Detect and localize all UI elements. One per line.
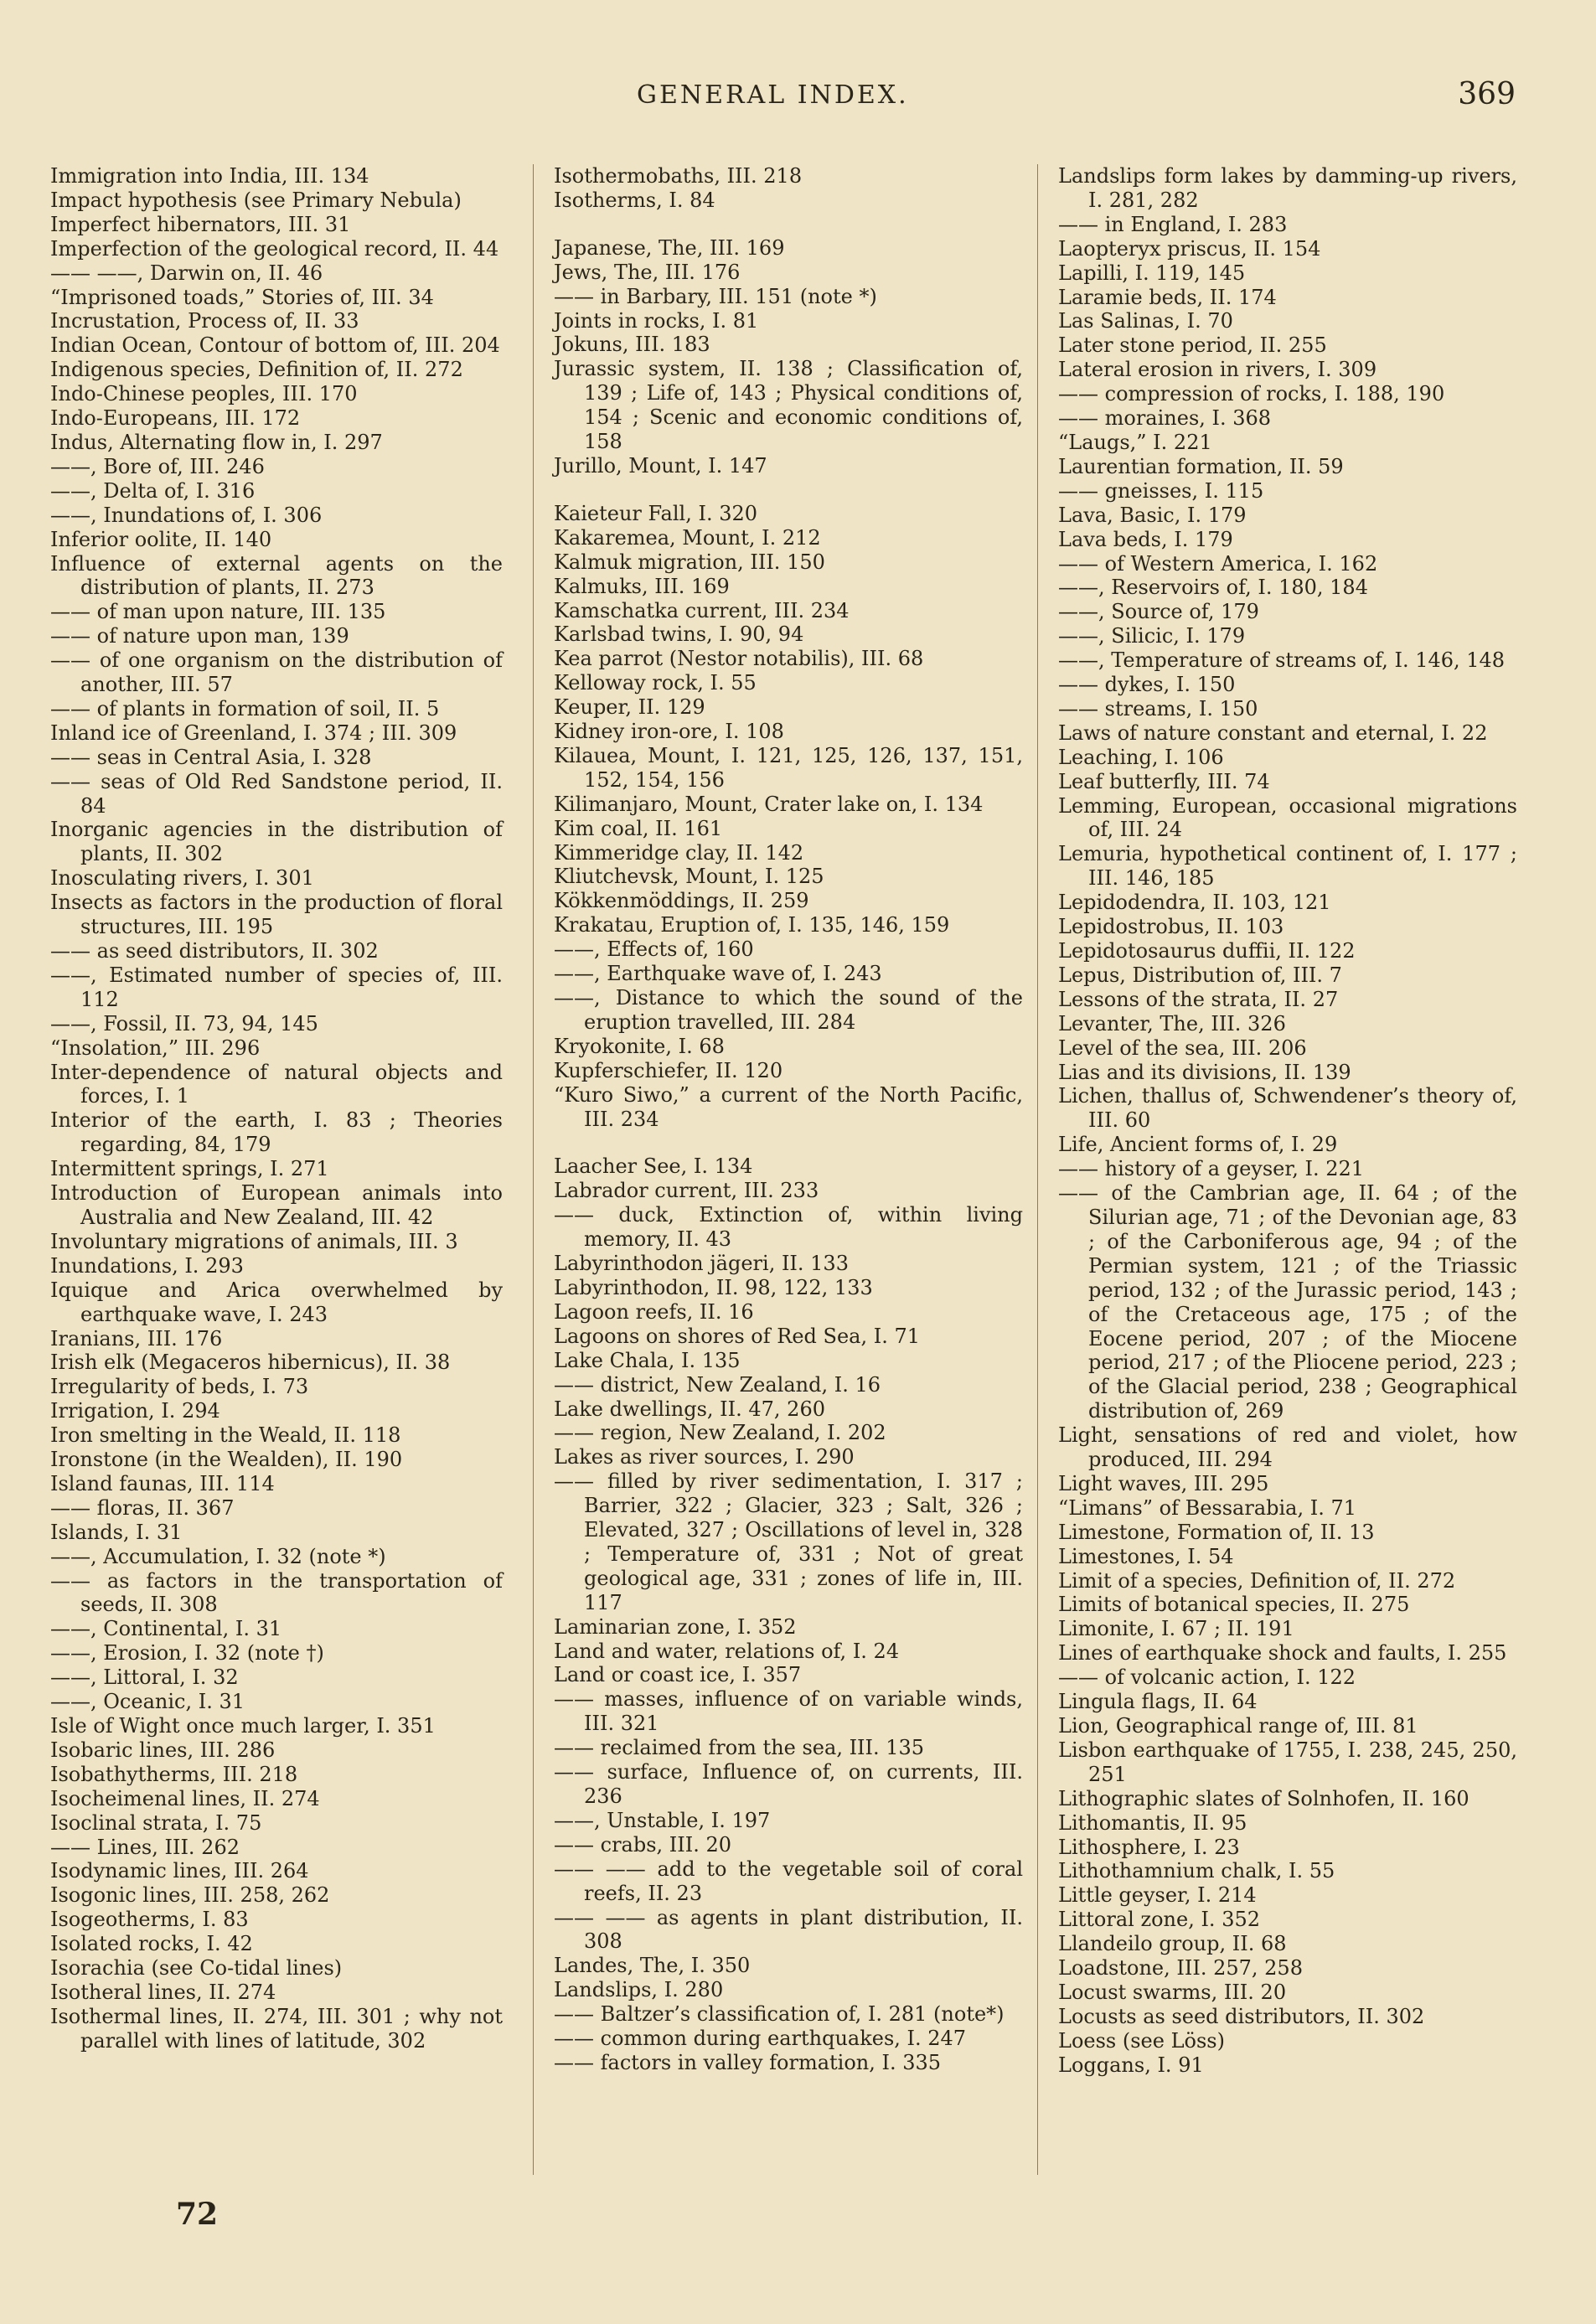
index-entry: Later stone period, II. 255 bbox=[1058, 333, 1327, 358]
index-entry: Intermittent springs, I. 271 bbox=[50, 1157, 329, 1181]
index-entry: Kea parrot (Nestor notabilis), III. 68 bbox=[554, 647, 924, 671]
index-entry: Life, Ancient forms of, I. 29 bbox=[1058, 1133, 1338, 1157]
index-entry: Joints in rocks, I. 81 bbox=[554, 308, 759, 333]
index-entry: —— factors in valley formation, I. 335 bbox=[554, 2050, 942, 2074]
index-entry: Kalmuk migration, III. 150 bbox=[554, 550, 825, 574]
index-entry: Level of the sea, III. 206 bbox=[1058, 1035, 1307, 1060]
index-entry: Kelloway rock, I. 55 bbox=[554, 671, 757, 695]
index-entry: Little geyser, I. 214 bbox=[1058, 1883, 1257, 1908]
index-entry: —— common during earthquakes, I. 247 bbox=[554, 2027, 967, 2051]
index-entry: Karlsbad twins, I. 90, 94 bbox=[554, 622, 804, 647]
page-header bbox=[0, 77, 1596, 122]
index-entry: Jurassic system, II. 138 ; Classification of, 139 ; Life of, 143 ; Physical conditions of, 154 ; Scenic and economic conditions of, 158 bbox=[554, 357, 1023, 454]
index-entry: Littoral zone, I. 352 bbox=[1058, 1908, 1260, 1932]
index-entry: Isothermal lines, II. 274, III. 301 ; why not parallel with lines of latitude, 302 bbox=[50, 2004, 503, 2053]
index-entry: Imperfect hibernators, III. 31 bbox=[50, 212, 351, 236]
index-entry: Lion, Geographical range of, III. 81 bbox=[1058, 1714, 1418, 1738]
index-entry: ——, Littoral, I. 32 bbox=[50, 1666, 239, 1690]
index-entry: —— of plants in formation of soil, II. 5 bbox=[50, 696, 440, 720]
index-entry: ——, Inundations of, I. 306 bbox=[50, 503, 323, 527]
index-entry: Landslips form lakes by damming-up rivers, I. 281, 282 bbox=[1058, 164, 1517, 212]
index-entry: —— —— add to the vegetable soil of coral reefs, II. 23 bbox=[554, 1857, 1023, 1905]
index-entry: Isle of Wight once much larger, I. 351 bbox=[50, 1714, 436, 1738]
index-entry: —— compression of rocks, I. 188, 190 bbox=[1058, 382, 1445, 406]
index-entry: Irrigation, I. 294 bbox=[50, 1399, 220, 1423]
index-entry: ——, Silicic, I. 179 bbox=[1058, 624, 1246, 648]
index-entry: Ironstone (in the Wealden), II. 190 bbox=[50, 1448, 403, 1472]
signature-mark: 72 bbox=[176, 2197, 219, 2232]
index-entry: Introduction of European animals into Australia and New Zealand, III. 42 bbox=[50, 1181, 503, 1229]
running-title: GENERAL INDEX. bbox=[637, 80, 909, 110]
index-entry: Inter-dependence of natural objects and forces, I. 1 bbox=[50, 1060, 503, 1108]
index-entry: Isotherms, I. 84 bbox=[554, 188, 715, 212]
index-entry: Isodynamic lines, III. 264 bbox=[50, 1859, 309, 1883]
index-entry: Kryokonite, I. 68 bbox=[554, 1034, 725, 1058]
index-entry: Laurentian formation, II. 59 bbox=[1058, 454, 1344, 478]
index-entry: Incrustation, Process of, II. 33 bbox=[50, 309, 359, 333]
index-entry: ——, Oceanic, I. 31 bbox=[50, 1690, 245, 1714]
index-entry: Lithomantis, II. 95 bbox=[1058, 1810, 1247, 1835]
index-entry: Iquique and Arica overwhelmed by earthquake wave, I. 243 bbox=[50, 1278, 503, 1326]
index-entry: Isoclinal strata, I. 75 bbox=[50, 1810, 262, 1835]
index-entry: —— of one organism on the distribution of another, III. 57 bbox=[50, 648, 503, 697]
index-entry: Kakaremea, Mount, I. 212 bbox=[554, 525, 821, 550]
index-entry: Landes, The, I. 350 bbox=[554, 1954, 751, 1978]
index-entry: —— of volcanic action, I. 122 bbox=[1058, 1666, 1356, 1690]
index-entry: —— of nature upon man, 139 bbox=[50, 624, 349, 648]
index-entry: —— crabs, III. 20 bbox=[554, 1832, 732, 1857]
index-entry: Lessons of the strata, II. 27 bbox=[1058, 987, 1339, 1011]
index-entry: Lepidotosaurus duffii, II. 122 bbox=[1058, 939, 1356, 963]
index-entry: Isobaric lines, III. 286 bbox=[50, 1738, 276, 1762]
index-column-2 bbox=[554, 164, 1023, 2075]
index-entry: Kimmeridge clay, II. 142 bbox=[554, 840, 804, 865]
index-entry: Landslips, I. 280 bbox=[554, 1978, 724, 2002]
index-entry: ——, Continental, I. 31 bbox=[50, 1617, 282, 1641]
index-entry: Inosculating rivers, I. 301 bbox=[50, 866, 314, 891]
index-entry: Kilauea, Mount, I. 121, 125, 126, 137, 151, 152, 154, 156 bbox=[554, 743, 1023, 792]
index-entry: Leaching, I. 106 bbox=[1058, 745, 1224, 769]
index-entry: Lithographic slates of Solnhofen, II. 160 bbox=[1058, 1786, 1469, 1810]
index-entry: Limits of botanical species, II. 275 bbox=[1058, 1593, 1410, 1617]
index-entry: ——, Erosion, I. 32 (note †) bbox=[50, 1641, 324, 1666]
index-entry: ——, Effects of, 160 bbox=[554, 937, 754, 962]
index-entry: Islands, I. 31 bbox=[50, 1520, 183, 1544]
index-entry: Lateral erosion in rivers, I. 309 bbox=[1058, 358, 1377, 382]
index-entry: Krakatau, Eruption of, I. 135, 146, 159 bbox=[554, 913, 950, 937]
index-entry: —— Lines, III. 262 bbox=[50, 1835, 240, 1859]
index-entry: Llandeilo group, II. 68 bbox=[1058, 1932, 1287, 1956]
index-entry: Indus, Alternating flow in, I. 297 bbox=[50, 430, 383, 454]
index-entry: Iron smelting in the Weald, II. 118 bbox=[50, 1423, 401, 1448]
index-entry: “Laugs,” I. 221 bbox=[1058, 430, 1212, 454]
index-entry: Isorachia (see Co-tidal lines) bbox=[50, 1956, 343, 1981]
index-entry: Labyrinthodon jägeri, II. 133 bbox=[554, 1252, 849, 1276]
letter-gap bbox=[554, 213, 1023, 236]
index-entry: Lisbon earthquake of 1755, I. 238, 245, 250, 251 bbox=[1058, 1738, 1517, 1786]
index-entry: Indo-Chinese peoples, III. 170 bbox=[50, 382, 358, 406]
index-entry: Las Salinas, I. 70 bbox=[1058, 309, 1233, 333]
index-entry: —— of man upon nature, III. 135 bbox=[50, 600, 386, 624]
index-entry: Kilimanjaro, Mount, Crater lake on, I. 134 bbox=[554, 792, 984, 816]
index-entry: Lake dwellings, II. 47, 260 bbox=[554, 1397, 825, 1421]
index-entry: Kliutchevsk, Mount, I. 125 bbox=[554, 865, 824, 889]
index-entry: Lagoons on shores of Red Sea, I. 71 bbox=[554, 1324, 921, 1348]
index-entry: Lagoon reefs, II. 16 bbox=[554, 1299, 754, 1324]
column-divider bbox=[533, 164, 534, 2175]
index-entry: Iranians, III. 176 bbox=[50, 1326, 223, 1351]
index-entry: Inorganic agencies in the distribution of plants, II. 302 bbox=[50, 818, 503, 866]
index-entry: Isogeotherms, I. 83 bbox=[50, 1908, 249, 1932]
index-entry: Lithosphere, I. 23 bbox=[1058, 1835, 1240, 1859]
index-entry: “Kuro Siwo,” a current of the North Pacific, III. 234 bbox=[554, 1082, 1023, 1131]
index-entry: Laws of nature constant and eternal, I. 22 bbox=[1058, 720, 1488, 745]
letter-gap bbox=[554, 1131, 1023, 1154]
index-entry: —— seas in Central Asia, I. 328 bbox=[50, 745, 372, 769]
index-entry: Lingula flags, II. 64 bbox=[1058, 1690, 1258, 1714]
index-entry: —— filled by river sedimentation, I. 317 ; Barrier, 322 ; Glacier, 323 ; Salt, 326 ; Elevated, 327 ; Oscillations of level in, 328 ; Temperature of, 331 ; Not of great geological age, 331 ; zones of life in, III. 117 bbox=[554, 1469, 1023, 1614]
index-entry: Irish elk (Megaceros hibernicus), II. 38 bbox=[50, 1351, 451, 1375]
index-entry: Kalmuks, III. 169 bbox=[554, 574, 730, 598]
index-entry: Kaieteur Fall, I. 320 bbox=[554, 501, 758, 525]
index-entry: Inland ice of Greenland, I. 374 ; III. 309 bbox=[50, 720, 457, 745]
index-entry: Light, sensations of red and violet, how produced, III. 294 bbox=[1058, 1423, 1517, 1472]
index-entry: Kamschatka current, III. 234 bbox=[554, 598, 850, 622]
index-entry: Isotheral lines, II. 274 bbox=[50, 1980, 276, 2004]
index-entry: ——, Distance to which the sound of the eruption travelled, III. 284 bbox=[554, 986, 1023, 1034]
index-entry: ——, Unstable, I. 197 bbox=[554, 1808, 771, 1832]
letter-gap bbox=[554, 478, 1023, 502]
index-entry: Indo-Europeans, III. 172 bbox=[50, 406, 301, 431]
index-entry: —— masses, influence of on variable winds, III. 321 bbox=[554, 1687, 1023, 1736]
page-number: 369 bbox=[1458, 77, 1516, 111]
index-entry: Land and water, relations of, I. 24 bbox=[554, 1639, 900, 1663]
index-entry: ——, Earthquake wave of, I. 243 bbox=[554, 962, 882, 986]
index-entry: Loggans, I. 91 bbox=[1058, 2053, 1204, 2077]
index-entry: Japanese, The, III. 169 bbox=[554, 235, 785, 260]
index-entry: —— floras, II. 367 bbox=[50, 1495, 235, 1520]
index-entry: Isogonic lines, III. 258, 262 bbox=[50, 1883, 330, 1908]
index-entry: —— gneisses, I. 115 bbox=[1058, 478, 1264, 503]
index-entry: Kim coal, II. 161 bbox=[554, 816, 723, 840]
index-entry: —— district, New Zealand, I. 16 bbox=[554, 1372, 881, 1397]
index-entry: Land or coast ice, I. 357 bbox=[554, 1663, 802, 1687]
index-entry: Influence of external agents on the distribution of plants, II. 273 bbox=[50, 551, 503, 600]
index-entry: Imperfection of the geological record, II. 44 bbox=[50, 236, 499, 261]
index-entry: —— as seed distributors, II. 302 bbox=[50, 939, 379, 963]
index-entry: Lapilli, I. 119, 145 bbox=[1058, 261, 1246, 285]
index-entry: —— of Western America, I. 162 bbox=[1058, 551, 1378, 576]
index-entry: Irregularity of beds, I. 73 bbox=[50, 1375, 309, 1399]
index-entry: Interior of the earth, I. 83 ; Theories regarding, 84, 179 bbox=[50, 1108, 503, 1157]
index-entry: Involuntary migrations of animals, III. 3 bbox=[50, 1229, 458, 1253]
index-entry: Loadstone, III. 257, 258 bbox=[1058, 1956, 1303, 1981]
index-entry: Light waves, III. 295 bbox=[1058, 1471, 1269, 1495]
index-entry: Limestones, I. 54 bbox=[1058, 1544, 1234, 1568]
index-entry: Lepus, Distribution of, III. 7 bbox=[1058, 963, 1342, 987]
index-entry: ——, Source of, 179 bbox=[1058, 600, 1259, 624]
index-entry: Laramie beds, II. 174 bbox=[1058, 285, 1277, 309]
index-entry: Locust swarms, III. 20 bbox=[1058, 1980, 1287, 2004]
index-entry: ——, Temperature of streams of, I. 146, 148 bbox=[1058, 648, 1506, 673]
index-entry: —— streams, I. 150 bbox=[1058, 696, 1258, 720]
index-entry: Lemuria, hypothetical continent of, I. 177 ; III. 146, 185 bbox=[1058, 842, 1517, 891]
index-entry: Inferior oolite, II. 140 bbox=[50, 527, 272, 551]
index-entry: Lava beds, I. 179 bbox=[1058, 527, 1233, 551]
index-entry: ——, Fossil, II. 73, 94, 145 bbox=[50, 1011, 318, 1035]
index-entry: —— seas of Old Red Sandstone period, II. 84 bbox=[50, 769, 503, 818]
index-entry: —— region, New Zealand, I. 202 bbox=[554, 1421, 886, 1445]
index-column-1 bbox=[50, 164, 503, 2053]
index-entry: Loess (see Löss) bbox=[1058, 2028, 1225, 2053]
index-entry: Laacher See, I. 134 bbox=[554, 1154, 753, 1179]
index-entry: Leaf butterfly, III. 74 bbox=[1058, 769, 1270, 793]
index-entry: ——, Estimated number of species of, III. 112 bbox=[50, 963, 503, 1011]
index-entry: Isobathytherms, III. 218 bbox=[50, 1762, 298, 1786]
index-entry: Lepidodendra, II. 103, 121 bbox=[1058, 891, 1331, 915]
index-entry: Jurillo, Mount, I. 147 bbox=[554, 453, 767, 478]
index-entry: Locusts as seed distributors, II. 302 bbox=[1058, 2004, 1425, 2028]
index-entry: —— Baltzer’s classification of, I. 281 (note*) bbox=[554, 2002, 1005, 2027]
index-entry: Lava, Basic, I. 179 bbox=[1058, 503, 1247, 527]
index-entry: Inundations, I. 293 bbox=[50, 1253, 244, 1278]
index-entry: Lakes as river sources, I. 290 bbox=[554, 1445, 855, 1469]
index-entry: Levanter, The, III. 326 bbox=[1058, 1011, 1286, 1035]
index-entry: Keuper, II. 129 bbox=[554, 695, 705, 720]
column-divider bbox=[1037, 164, 1038, 2175]
index-entry: Island faunas, III. 114 bbox=[50, 1471, 275, 1495]
index-entry: ——, Bore of, III. 246 bbox=[50, 454, 265, 478]
index-entry: Kökkenmöddings, II. 259 bbox=[554, 889, 809, 913]
index-entry: —— in Barbary, III. 151 (note *) bbox=[554, 284, 877, 308]
index-entry: —— ——, Darwin on, II. 46 bbox=[50, 261, 323, 285]
index-entry: —— dykes, I. 150 bbox=[1058, 673, 1236, 697]
index-entry: Lemming, European, occasional migrations of, III. 24 bbox=[1058, 793, 1517, 842]
index-column-3 bbox=[1058, 164, 1517, 2078]
index-entry: —— as factors in the transportation of seeds, II. 308 bbox=[50, 1568, 503, 1617]
index-entry: —— surface, Influence of, on currents, III. 236 bbox=[554, 1760, 1023, 1808]
index-entry: Laminarian zone, I. 352 bbox=[554, 1614, 797, 1639]
index-entry: Laopteryx priscus, II. 154 bbox=[1058, 236, 1321, 261]
index-entry: Indigenous species, Definition of, II. 272 bbox=[50, 358, 463, 382]
index-entry: Jokuns, III. 183 bbox=[554, 333, 710, 357]
index-entry: Indian Ocean, Contour of bottom of, III. 204 bbox=[50, 333, 500, 358]
index-entry: Limonite, I. 67 ; II. 191 bbox=[1058, 1617, 1294, 1641]
index-entry: “Insolation,” III. 296 bbox=[50, 1035, 261, 1060]
index-entry: Isothermobaths, III. 218 bbox=[554, 164, 803, 188]
index-entry: —— reclaimed from the sea, III. 135 bbox=[554, 1736, 925, 1760]
index-entry: “Imprisoned toads,” Stories of, III. 34 bbox=[50, 285, 434, 309]
index-entry: ——, Delta of, I. 316 bbox=[50, 478, 256, 503]
index-entry: Lias and its divisions, II. 139 bbox=[1058, 1060, 1351, 1084]
index-entry: —— —— as agents in plant distribution, II. 308 bbox=[554, 1905, 1023, 1954]
index-entry: Isolated rocks, I. 42 bbox=[50, 1932, 253, 1956]
index-entry: —— duck, Extinction of, within living memory, II. 43 bbox=[554, 1203, 1023, 1252]
index-entry: Labrador current, III. 233 bbox=[554, 1179, 819, 1203]
index-entry: Lithothamnium chalk, I. 55 bbox=[1058, 1859, 1335, 1883]
index-entry: Limit of a species, Definition of, II. 272 bbox=[1058, 1568, 1456, 1593]
index-entry: Jews, The, III. 176 bbox=[554, 260, 741, 284]
index-entry: Limestone, Formation of, II. 13 bbox=[1058, 1520, 1375, 1544]
index-entry: —— in England, I. 283 bbox=[1058, 212, 1288, 236]
index-entry: Lichen, thallus of, Schwendener’s theory of, III. 60 bbox=[1058, 1084, 1517, 1133]
index-entry: —— moraines, I. 368 bbox=[1058, 406, 1272, 431]
index-entry: —— history of a geyser, I. 221 bbox=[1058, 1157, 1365, 1181]
index-entry: Insects as factors in the production of floral structures, III. 195 bbox=[50, 891, 503, 939]
index-entry: Lepidostrobus, II. 103 bbox=[1058, 915, 1284, 939]
index-entry: Isocheimenal lines, II. 274 bbox=[50, 1786, 320, 1810]
index-entry: ——, Accumulation, I. 32 (note *) bbox=[50, 1544, 386, 1568]
index-entry: Impact hypothesis (see Primary Nebula) bbox=[50, 188, 462, 212]
index-entry: “Limans” of Bessarabia, I. 71 bbox=[1058, 1495, 1357, 1520]
index-entry: Kidney iron-ore, I. 108 bbox=[554, 720, 784, 744]
index-entry: Immigration into India, III. 134 bbox=[50, 164, 369, 188]
index-entry: ——, Reservoirs of, I. 180, 184 bbox=[1058, 576, 1368, 600]
index-entry: —— of the Cambrian age, II. 64 ; of the Silurian age, 71 ; of the Devonian age, 83 ; of the Carboniferous age, 94 ; of the Permian system, 121 ; of the Triassic period, 132 ; of the Jurassic period, 143 ; of the Cretaceous age, 175 ; of the Eocene period, 207 ; of the Miocene period, 217 ; of the Pliocene period, 223 ; of the Glacial period, 238 ; Geographical distribution of, 269 bbox=[1058, 1181, 1517, 1423]
index-entry: Lines of earthquake shock and faults, I. 255 bbox=[1058, 1641, 1507, 1666]
index-entry: Labyrinthodon, II. 98, 122, 133 bbox=[554, 1275, 873, 1299]
index-entry: Kupferschiefer, II. 120 bbox=[554, 1058, 783, 1082]
index-entry: Lake Chala, I. 135 bbox=[554, 1348, 741, 1372]
